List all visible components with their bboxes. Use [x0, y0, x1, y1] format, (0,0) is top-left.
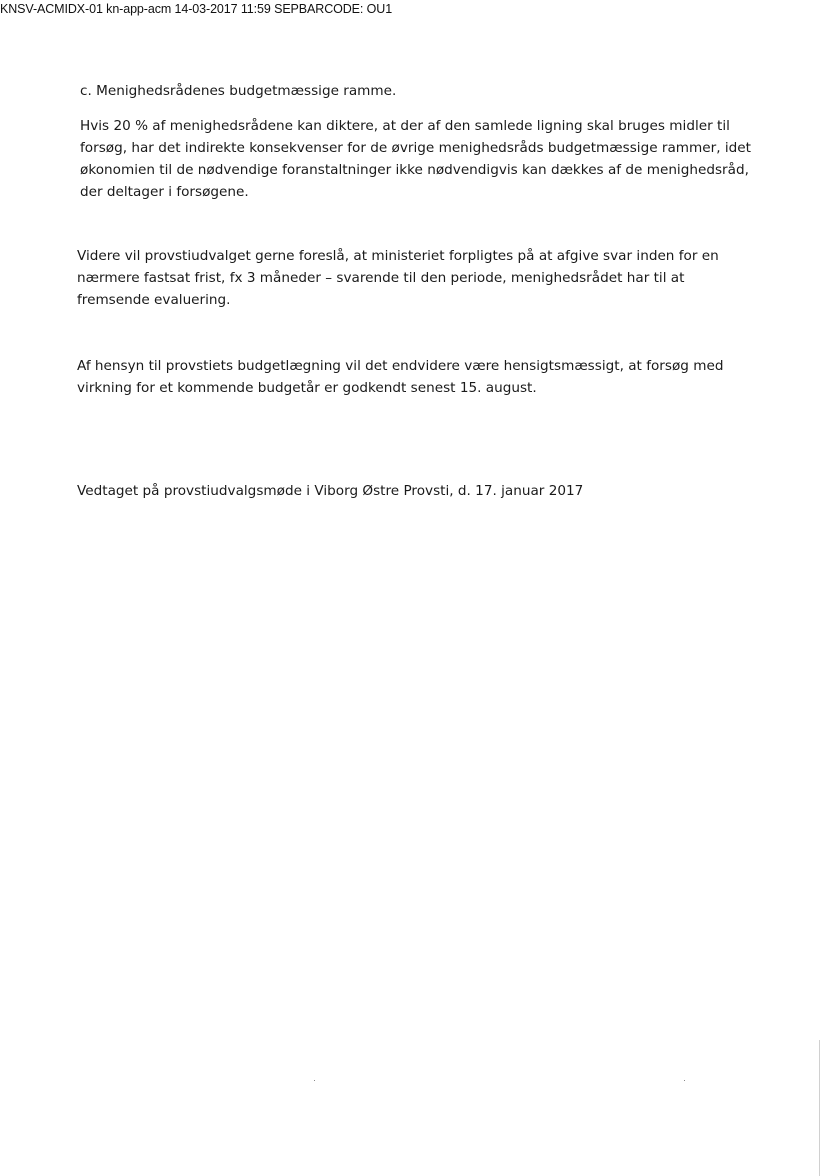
paragraph-line: virkning for et kommende budgetår er godkendt senest 15. august. [77, 380, 537, 396]
paragraph-line: økonomien til de nødvendige foranstaltninger ikke nødvendigvis kan dækkes af de menighedsråd, [80, 162, 749, 178]
scan-speck [314, 1080, 315, 1081]
paragraph-line: forsøg, har det indirekte konsekvenser for de øvrige menighedsråds budgetmæssige rammer, idet [80, 140, 751, 156]
paragraph-line: fremsende evaluering. [77, 292, 231, 308]
paragraph-response-deadline [77, 245, 757, 311]
paragraph-line: Hvis 20 % af menighedsrådene kan diktere, at der af den samlede ligning skal bruges midler til [80, 118, 730, 134]
scan-speck [684, 1080, 685, 1081]
scan-edge-line [819, 1040, 820, 1176]
paragraph-line: Af hensyn til provstiets budgetlægning vil det endvidere være hensigtsmæssigt, at forsøg med [77, 358, 724, 374]
section-heading: c. Menighedsrådenes budgetmæssige ramme. [80, 83, 397, 99]
paragraph-line: nærmere fastsat frist, fx 3 måneder – svarende til den periode, menighedsrådet har til at [77, 270, 685, 286]
paragraph-budget-consequences [80, 115, 760, 203]
closing-statement: Vedtaget på provstiudvalgsmøde i Viborg Østre Provsti, d. 17. januar 2017 [77, 483, 584, 499]
paragraph-line: der deltager i forsøgene. [80, 184, 249, 200]
fax-header-stamp: KNSV-ACMIDX-01 kn-app-acm 14-03-2017 11:59 SEPBARCODE: OU1 [0, 2, 393, 16]
paragraph-approval-date [77, 355, 757, 399]
paragraph-line: Videre vil provstiudvalget gerne foreslå, at ministeriet forpligtes på at afgive svar inden for en [77, 248, 719, 264]
